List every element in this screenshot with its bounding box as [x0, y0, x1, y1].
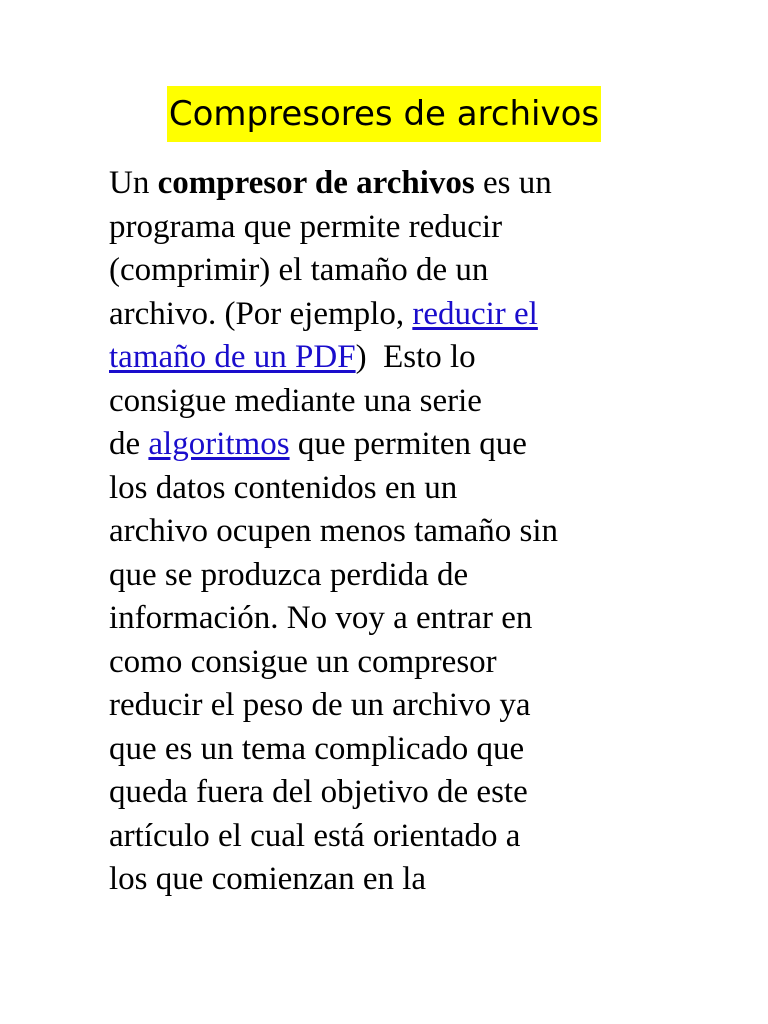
paragraph-line-13: reducir el peso de un archivo ya	[109, 687, 531, 723]
algorithms-link[interactable]: algoritmos	[148, 426, 290, 462]
text-segment: que permiten que	[289, 426, 527, 462]
paragraph-line-11: información. No voy a entrar en	[109, 600, 533, 636]
paragraph-line-4	[109, 293, 669, 337]
text-segment: Un	[109, 165, 158, 201]
paragraph-line-3: (comprimir) el tamaño de un	[109, 252, 489, 288]
document-title: Compresores de archivos	[167, 86, 601, 142]
paragraph-line-17: los que comienzan en la	[109, 861, 427, 897]
paragraph-line-6: consigue mediante una serie	[109, 382, 482, 419]
text-segment: es un	[474, 165, 552, 201]
text-segment: archivo. (Por ejemplo,	[109, 295, 413, 332]
paragraph-line-9: archivo ocupen menos tamaño sin	[109, 513, 559, 549]
paragraph-line-16: artículo el cual está orientado a	[109, 817, 521, 854]
paragraph-line-10: que se produzca perdida de	[109, 556, 469, 593]
paragraph-line-7	[109, 423, 669, 467]
paragraph-line-14: que es un tema complicado que	[109, 730, 525, 767]
paragraph-line-8: los datos contenidos en un	[109, 469, 458, 506]
reduce-pdf-link-part-2[interactable]: tamaño de un PDF	[109, 339, 356, 375]
bold-term: compresor de archivos	[157, 165, 475, 201]
paragraph-line-1	[109, 162, 669, 206]
text-segment: de	[109, 426, 149, 462]
text-segment: ) Esto lo	[355, 339, 476, 375]
reduce-pdf-link-part-1[interactable]: reducir el	[412, 295, 538, 332]
body-paragraph	[109, 162, 669, 902]
paragraph-line-5	[109, 336, 669, 380]
paragraph-line-12: como consigue un compresor	[109, 643, 497, 680]
paragraph-line-15: queda fuera del objetivo de este	[109, 774, 528, 810]
paragraph-line-2: programa que permite reducir	[109, 208, 503, 245]
title-container	[0, 86, 768, 142]
